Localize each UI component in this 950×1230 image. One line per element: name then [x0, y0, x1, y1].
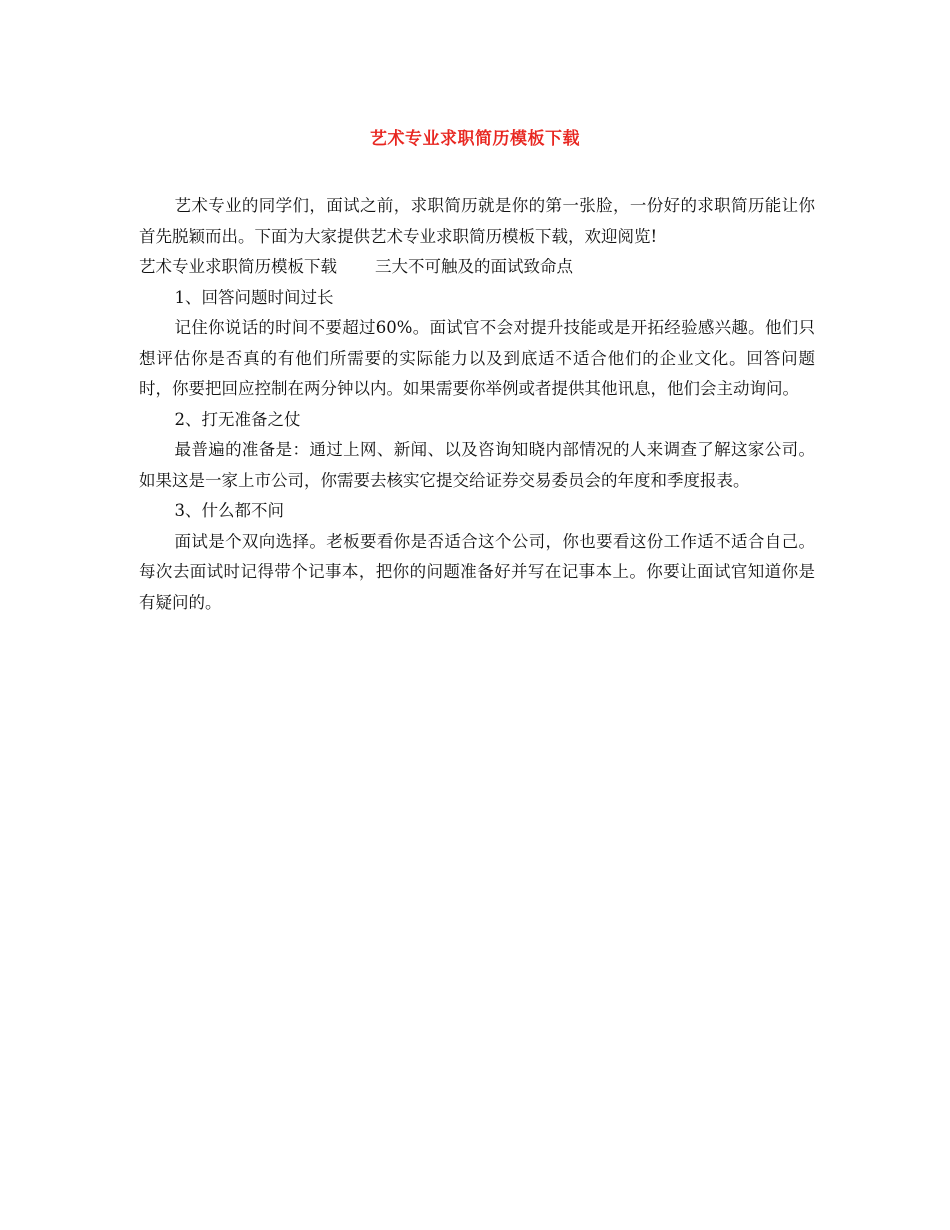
section-3-body: 面试是个双向选择。老板要看你是否适合这个公司，你也要看这份工作适不适合自己。每次去面试时记得带个记事本，把你的问题准备好并写在记事本上。你要让面试官知道你是有疑问的。: [139, 531, 815, 612]
section-2-heading: 2、打无准备之仗: [174, 409, 301, 429]
section-1-heading: 1、回答问题时间过长: [174, 287, 334, 307]
subheading-left: 艺术专业求职简历模板下载: [139, 257, 337, 276]
document-title: 艺术专业求职简历模板下载: [370, 129, 580, 149]
section-3-heading: 3、什么都不问: [174, 501, 284, 520]
section-2-body: 最普遍的准备是：通过上网、新闻、以及咨询知晓内部情况的人来调查了解这家公司。如果这是一家上市公司，你需要去核实它提交给证券交易委员会的年度和季度报表。: [139, 440, 815, 490]
section-1-body: 记住你说话的时间不要超过60%。面试官不会对提升技能或是开拓经验感兴趣。他们只想评估你是否真的有他们所需要的实际能力以及到底适不适合他们的企业文化。回答问题时，你要把回应控制在两分钟以内。如果需要你举例或者提供其他讯息，他们会主动询问。: [139, 318, 815, 398]
document-body: [139, 191, 815, 618]
subheading-line: [139, 252, 815, 283]
subheading-right: 三大不可触及的面试致命点: [375, 257, 573, 276]
intro-paragraph: 艺术专业的同学们，面试之前，求职简历就是你的第一张脸，一份好的求职简历能让你首先脱颖而出。下面为大家提供艺术专业求职简历模板下载，欢迎阅览!: [139, 196, 815, 246]
